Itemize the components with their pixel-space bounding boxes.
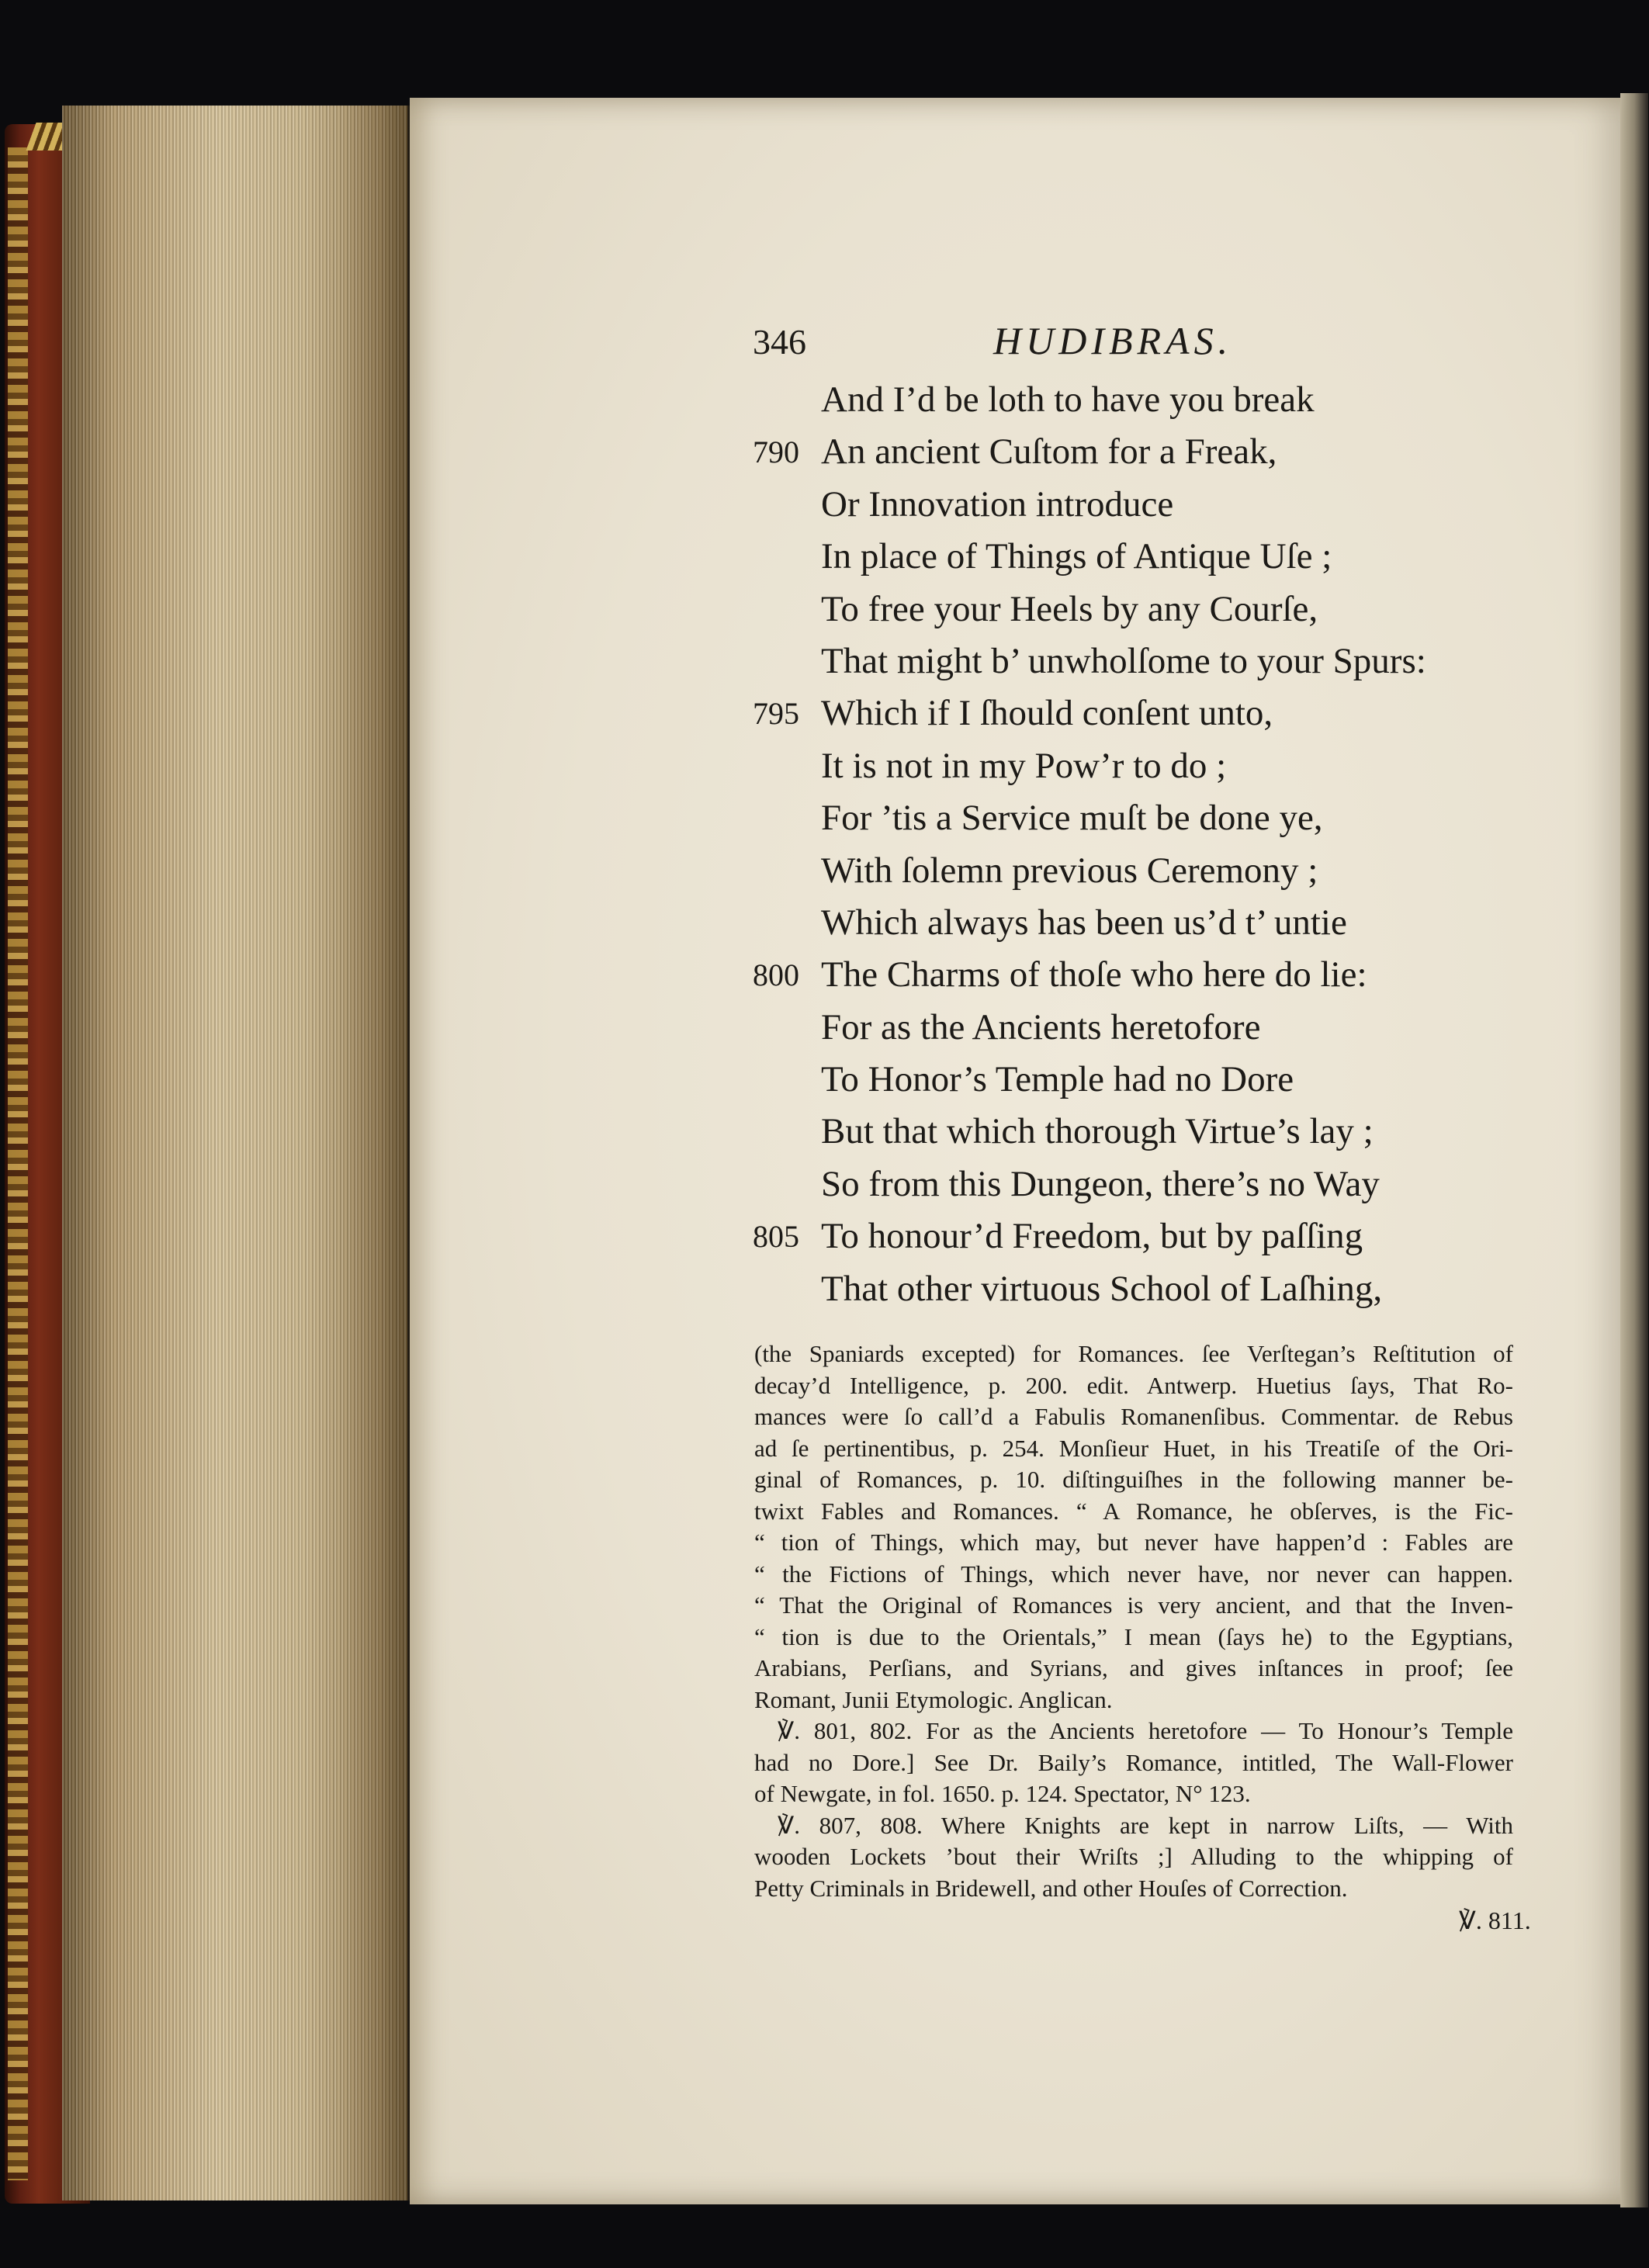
footnote-line: “ tion of Things, which may, but never have happen’d : Fables are — [754, 1529, 1513, 1556]
footnote-line: Arabians, Perſians, and Syrians, and gives inſtances in proof; ſee — [754, 1654, 1513, 1681]
verse-text: That might b’ unwholſome to your Spurs: — [821, 640, 1426, 681]
footnote-line: mances were ſo call’d a Fabulis Romanenſibus. Commentar. de Rebus — [754, 1403, 1513, 1430]
verse-text: Which if I ſhould conſent unto, — [821, 693, 1273, 734]
verse-line — [753, 949, 1599, 1001]
verse-text: For ’tis a Service muſt be done ye, — [821, 798, 1323, 839]
page-number: 346 — [753, 322, 806, 362]
footnote-line: ginal of Romances, p. 10. diſtinguiſhes in the following manner be- — [754, 1466, 1513, 1493]
footnote-line: “ That the Original of Romances is very ancient, and that the Inven- — [754, 1591, 1513, 1619]
verse-line — [753, 1210, 1599, 1262]
verse-number: 790 — [753, 435, 799, 470]
verse-line — [753, 740, 1599, 792]
running-head: HUDIBRAS. — [993, 319, 1233, 362]
verse-text: So from this Dungeon, there’s no Way — [821, 1163, 1380, 1204]
verse-text: And I’d be loth to have you break — [821, 379, 1315, 420]
verse-number: 805 — [753, 1219, 799, 1255]
verse-line — [753, 1158, 1599, 1210]
verse-line — [753, 1002, 1599, 1054]
verse-text: Or Innovation introduce — [821, 483, 1174, 525]
footnote-line: Romant, Junii Etymologic. Anglican. — [754, 1685, 1113, 1713]
verse-line — [753, 426, 1599, 478]
verse-text: To Honor’s Temple had no Dore — [821, 1059, 1294, 1100]
footnote-line: “ tion is due to the Orientals,” I mean (ſays he) to the Egyptians, — [754, 1622, 1513, 1650]
verse-line — [753, 531, 1599, 583]
verse-number: 800 — [753, 957, 799, 993]
catchword: ℣. 811. — [1459, 1906, 1531, 1934]
footnotes-block — [754, 1338, 1513, 1904]
gilt-spine-decoration — [8, 147, 28, 2180]
footnote-line: twixt Fables and Romances. “ A Romance, he obſerves, is the Fic- — [754, 1497, 1513, 1525]
gutter-shadow — [341, 106, 411, 2200]
footnote-line: decay’d Intelligence, p. 200. edit. Antwerp. Huetius ſays, That Ro- — [754, 1371, 1513, 1399]
footnote-line: wooden Lockets ’bout their Wriſts ;] Alluding to the whipping of — [754, 1843, 1513, 1870]
verse-text: But that which thorough Virtue’s lay ; — [821, 1111, 1374, 1152]
verse-line — [753, 374, 1599, 426]
verse-text: It is not in my Pow’r to do ; — [821, 745, 1227, 786]
footnote-line: had no Dore.] See Dr. Baily’s Romance, intitled, The Wall-Flower — [754, 1748, 1513, 1776]
verse-text: In place of Things of Antique Uſe ; — [821, 536, 1332, 577]
verse-number: 795 — [753, 696, 799, 732]
verse-text: The Charms of thoſe who here do lie: — [821, 954, 1367, 995]
footnote-line: ℣. 807, 808. Where Knights are kept in narrow Liſts, — With — [778, 1811, 1513, 1839]
verse-text: That other virtuous School of Laſhing, — [821, 1268, 1383, 1309]
verse-line — [753, 845, 1599, 897]
verse-text: To honour’d Freedom, but by paſſing — [821, 1216, 1363, 1257]
verse-line — [753, 1106, 1599, 1158]
verse-line — [753, 1054, 1599, 1106]
footnote-line: Petty Criminals in Bridewell, and other Houſes of Correction. — [754, 1874, 1348, 1902]
verse-line — [753, 583, 1599, 635]
verse-line — [753, 687, 1599, 739]
verse-block — [753, 374, 1599, 1315]
page-fore-edge — [1620, 93, 1648, 2207]
verse-line — [753, 792, 1599, 844]
footnote-line: ad ſe pertinentibus, p. 254. Monſieur Huet, in his Treatiſe of the Ori- — [754, 1434, 1513, 1462]
footnote-line: “ the Fictions of Things, which never have, nor never can happen. — [754, 1560, 1513, 1588]
verse-line — [753, 1263, 1599, 1315]
verse-text: With ſolemn previous Ceremony ; — [821, 850, 1318, 891]
verse-line — [753, 897, 1599, 949]
verse-text: Which always has been us’d t’ untie — [821, 902, 1347, 943]
footnote-line: of Newgate, in fol. 1650. p. 124. Spectator, N° 123. — [754, 1780, 1251, 1807]
verse-text: For as the Ancients heretofore — [821, 1006, 1261, 1047]
footnote-line: (the Spaniards excepted) for Romances. ſee Verſtegan’s Reſtitution of — [754, 1340, 1513, 1367]
verse-line — [753, 635, 1599, 687]
verse-text: An ancient Cuſtom for a Freak, — [821, 431, 1277, 473]
verse-line — [753, 479, 1599, 531]
footnote-line: ℣. 801, 802. For as the Ancients heretofore — To Honour’s Temple — [778, 1717, 1513, 1744]
verse-text: To free your Heels by any Courſe, — [821, 588, 1318, 629]
